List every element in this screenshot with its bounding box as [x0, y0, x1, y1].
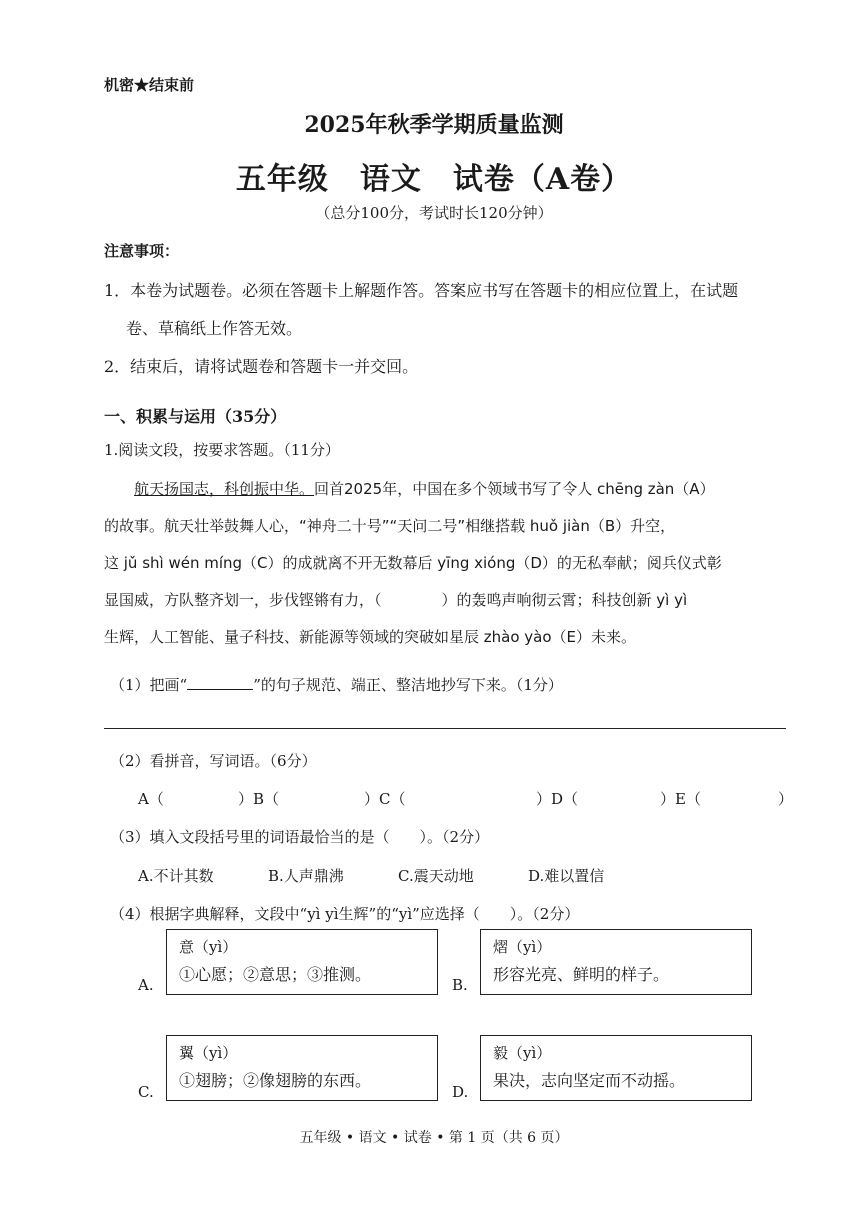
option-b[interactable]: B.人声鼎沸: [268, 867, 344, 885]
sub-question-1: [110, 674, 563, 695]
slot-e[interactable]: ）E（: [660, 790, 701, 808]
dict-definition: 形容光亮、鲜明的样子。: [493, 965, 670, 984]
answer-line[interactable]: [104, 728, 786, 729]
dict-definition: 果决，志向坚定而不动摇。: [493, 1071, 686, 1090]
exam-score-time: （总分100分，考试时长120分钟）: [315, 204, 553, 222]
passage-line-4-b: ）的轰鸣声响彻云霄；科技创新 yì yì: [441, 591, 688, 609]
slot-a[interactable]: A（: [138, 790, 164, 808]
dict-word: 意（yì）: [179, 938, 238, 956]
underlined-sentence: 航天扬国志，科创振中华。: [134, 480, 315, 498]
passage-line-5: 生辉，人工智能、量子科技、新能源等领域的突破如星辰 zhào yào（E）未来。: [104, 628, 637, 646]
passage-line-2: 的故事。航天壮举鼓舞人心，“神舟二十号”“天问二号”相继搭载 huǒ jiàn（B）升空，: [104, 517, 676, 535]
option-c[interactable]: C.震天动地: [398, 867, 474, 885]
passage-line-1-rest: 回首2025年，中国在多个领域书写了令人 chēng zàn（A）: [314, 480, 715, 498]
section-heading: 一、积累与运用（35分）: [104, 407, 287, 426]
slot-d[interactable]: ）D（: [536, 790, 579, 808]
exam-subject-title: 五年级 语文 试卷（A卷）: [235, 162, 633, 197]
sub-question-4: （4）根据字典解释，文段中“yì yì生辉”的“yì”应选择（ ）。（2分）: [110, 905, 580, 923]
dict-definition: ①翅膀；②像翅膀的东西。: [179, 1071, 372, 1090]
passage-line-4-a: 显国威，方队整齐划一，步伐铿锵有力，（: [104, 591, 382, 609]
dict-word: 毅（yì）: [493, 1044, 552, 1062]
dict-word: 熠（yì）: [493, 938, 552, 956]
notes-item-1-cont: 卷、草稿纸上作答无效。: [126, 319, 303, 338]
passage-line-3: 这 jǔ shì wén míng（C）的成就离不开无数幕后 yīng xióng（D）的无私奉献；阅兵仪式彰: [104, 554, 722, 572]
dictionary-box-d[interactable]: [480, 1035, 752, 1101]
dict-word: 翼（yì）: [179, 1044, 238, 1062]
dictionary-box-b[interactable]: [480, 929, 752, 995]
notes-item-1: 1．本卷为试题卷。必须在答题卡上解题作答。答案应书写在答题卡的相应位置上，在试题: [104, 281, 739, 300]
dictionary-box-c[interactable]: [166, 1035, 438, 1101]
slot-c[interactable]: ）C（: [364, 790, 406, 808]
sub-question-3: （3）填入文段括号里的词语最恰当的是（ ）。（2分）: [110, 828, 490, 846]
sub1-prefix: （1）把画“: [110, 676, 188, 694]
dictionary-box-a[interactable]: [166, 929, 438, 995]
dict-definition: ①心愿；②意思；③推测。: [179, 965, 372, 984]
choice-c-letter[interactable]: C.: [138, 1083, 154, 1101]
slot-end: ）: [778, 790, 794, 808]
option-d[interactable]: D.难以置信: [528, 867, 605, 885]
passage-line-4: [104, 589, 687, 610]
option-a[interactable]: A.不计其数: [138, 867, 214, 885]
notes-heading: 注意事项：: [104, 242, 180, 260]
passage-line-1: [134, 478, 715, 499]
choice-a-letter[interactable]: A.: [138, 976, 154, 994]
exam-title: 2025年秋季学期质量监测: [304, 112, 564, 138]
choice-d-letter[interactable]: D.: [452, 1083, 469, 1101]
underline-mark: [187, 675, 253, 690]
page-footer: 五年级 • 语文 • 试卷 • 第 1 页（共 6 页）: [299, 1130, 569, 1146]
notes-item-2: 2．结束后，请将试题卷和答题卡一并交回。: [104, 357, 419, 376]
sub-question-2: （2）看拼音，写词语。（6分）: [110, 752, 317, 770]
confidential-mark: 机密★结束前: [104, 76, 195, 94]
question-1-prompt: 1.阅读文段，按要求答题。（11分）: [104, 441, 340, 459]
pinyin-answer-row: [138, 788, 794, 810]
slot-b[interactable]: ）B（: [238, 790, 280, 808]
sub3-options: [138, 865, 738, 887]
choice-b-letter[interactable]: B.: [452, 976, 468, 994]
sub1-suffix: ”的句子规范、端正、整洁地抄写下来。（1分）: [253, 676, 563, 694]
